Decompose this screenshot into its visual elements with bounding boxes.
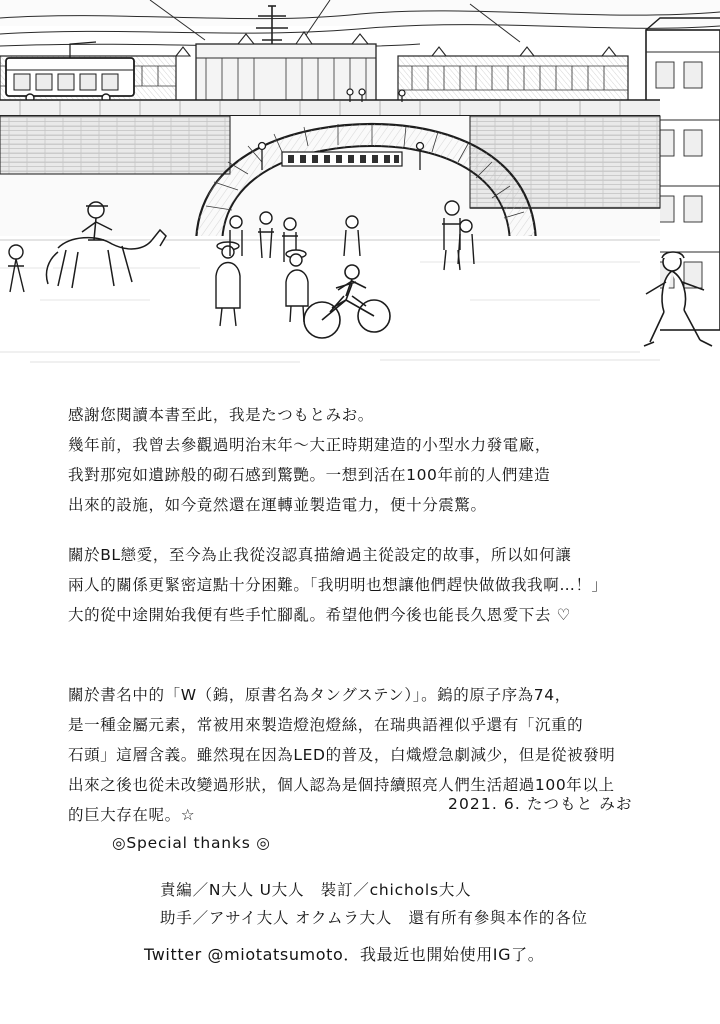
afterword-line: 出來之後也從未改變過形狀，個人認為是個持續照亮人們生活超過100年以上	[68, 776, 615, 794]
author-signature: 2021. 6. たつもと みお	[448, 795, 633, 813]
riverside-bridge-scene-svg	[0, 0, 720, 370]
afterword-line: 是一種金屬元素，常被用來製造燈泡燈絲，在瑞典語裡似乎還有「沉重的	[68, 716, 584, 734]
afterword-line: 感謝您閱讀本書至此，我是たつもとみお。	[68, 406, 374, 424]
afterword-line: 我對那宛如遺跡般的砌石感到驚艷。一想到活在100年前的人們建造	[68, 466, 551, 484]
afterword-line: 出來的設施，如今竟然還在運轉並製造電力，便十分震驚。	[68, 496, 487, 514]
upper-embankment	[0, 100, 660, 116]
twitter-handle-line: Twitter @miotatsumoto．我最近也開始使用IG了。	[144, 945, 545, 964]
stone-wall-left	[0, 116, 230, 174]
afterword-line: 關於書名中的「W（鎢，原書名為タングステン）」。鎢的原子序為74，	[68, 686, 571, 704]
afterword-text-block	[0, 372, 720, 1022]
afterword-paragraph-1	[68, 400, 668, 520]
special-thanks-line: 責編／N大人 U大人 裝訂／chichols大人	[160, 881, 472, 899]
afterword-line: 石頭」這層含義。雖然現在因為LED的普及，白熾燈急劇減少，但是從被發明	[68, 746, 616, 764]
afterword-line: 幾年前，我曾去參觀過明治末年～大正時期建造的小型水力發電廠，	[68, 436, 552, 454]
afterword-illustration	[0, 0, 720, 370]
afterword-line: 的巨大存在呢。☆	[68, 806, 196, 824]
special-thanks-heading: ◎Special thanks ◎	[112, 834, 271, 852]
afterword-line: 關於BL戀愛，至今為止我從沒認真描繪過主從設定的故事，所以如何讓	[68, 546, 572, 564]
afterword-line: 兩人的關係更緊密這點十分困難。「我明明也想讓他們趕快做做我我啊…！」	[68, 576, 608, 594]
afterword-line: 大的從中途開始我便有些手忙腳亂。希望他們今後也能長久恩愛下去 ♡	[68, 606, 572, 624]
bridge-railing	[282, 152, 402, 166]
special-thanks-line: 助手／アサイ大人 オクムラ大人 還有所有參與本作的各位	[160, 909, 588, 927]
afterword-paragraph-2	[68, 540, 668, 630]
